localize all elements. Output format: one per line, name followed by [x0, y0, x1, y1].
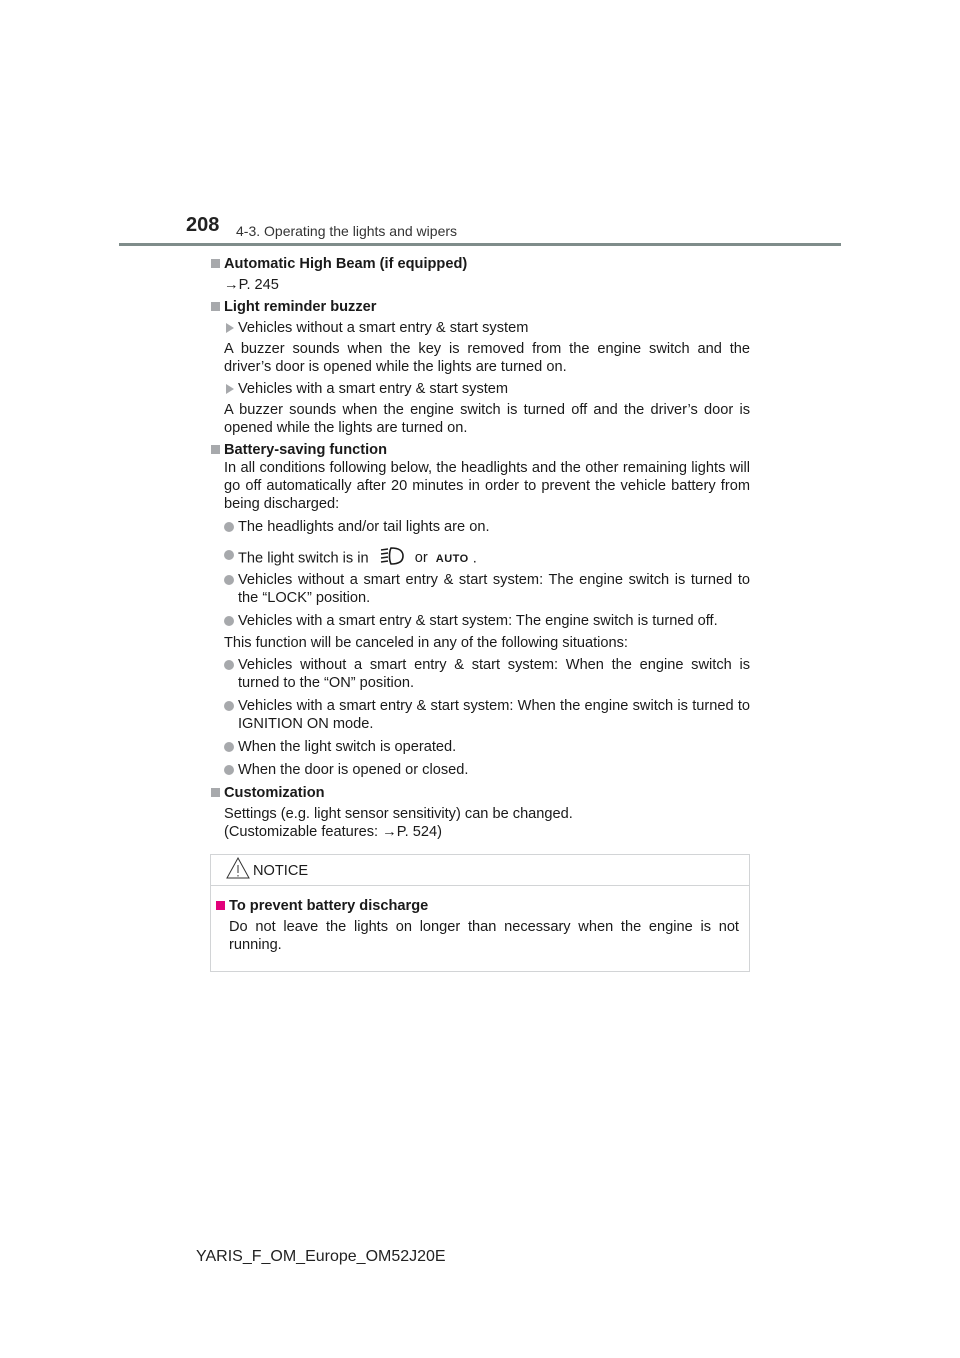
- round-bullet-icon: [224, 765, 234, 775]
- auto-icon: [436, 549, 469, 568]
- list-item-text: The light switch is in: [238, 550, 369, 567]
- triangle-bullet-icon: [226, 384, 234, 394]
- heading-customization: [210, 784, 750, 802]
- notice-body: [211, 886, 749, 954]
- heading-text: To prevent battery discharge: [229, 898, 429, 914]
- list-item-text: Vehicles without a smart entry & start system: When the engine switch is turned to the “ON” position.: [238, 657, 750, 691]
- list-item: [224, 571, 750, 607]
- list-item: [224, 518, 750, 536]
- list-item: [224, 656, 750, 692]
- square-bullet-icon: [211, 302, 220, 311]
- round-bullet-icon: [224, 660, 234, 670]
- round-bullet-icon: [224, 550, 234, 560]
- square-bullet-icon: [216, 901, 225, 910]
- list-item-text: Vehicles with a smart entry & start system: The engine switch is turned off.: [238, 613, 718, 629]
- list-item-text: Vehicles with a smart entry & start system: When the engine switch is turned to IGNITION ON mode.: [238, 698, 750, 732]
- round-bullet-icon: [224, 742, 234, 752]
- heading-auto-high-beam: [210, 255, 750, 273]
- triangle-bullet-icon: [226, 323, 234, 333]
- list-item: [224, 612, 750, 630]
- heading-text: Battery-saving function: [224, 442, 387, 458]
- list-item-text: Vehicles without a smart entry & start system: The engine switch is turned to the “LOCK” position.: [238, 572, 750, 606]
- customization-reference-link[interactable]: (Customizable features: →P. 524): [224, 824, 442, 840]
- subheading-without-smart-entry: [224, 319, 750, 337]
- list-item: [224, 761, 750, 779]
- main-content: [210, 255, 750, 841]
- headlight-icon: [379, 546, 405, 571]
- page-header: [0, 0, 960, 250]
- list-item-text: When the light switch is operated.: [238, 739, 457, 755]
- notice-text: Do not leave the lights on longer than necessary when the engine is not running.: [229, 919, 739, 953]
- round-bullet-icon: [224, 575, 234, 585]
- round-bullet-icon: [224, 701, 234, 711]
- list-item: [224, 697, 750, 733]
- heading-text: Light reminder buzzer: [224, 299, 377, 315]
- list-item-text: The headlights and/or tail lights are on.: [238, 519, 490, 535]
- square-bullet-icon: [211, 259, 220, 268]
- page-number: 208: [186, 214, 220, 236]
- square-bullet-icon: [211, 445, 220, 454]
- notice-heading: [215, 897, 739, 915]
- list-item: [224, 738, 750, 756]
- notice-box: [210, 854, 750, 972]
- paragraph: This function will be canceled in any of the following situations:: [224, 635, 628, 651]
- paragraph: In all conditions following below, the headlights and the other remaining lights will go off automatically after 20 minutes in order to prevent the vehicle battery from being discharged:: [224, 460, 750, 512]
- header-divider: [119, 243, 841, 246]
- list-item-light-switch: [224, 546, 750, 566]
- paragraph: Settings (e.g. light sensor sensitivity) can be changed.: [224, 806, 573, 822]
- notice-label: NOTICE: [253, 863, 309, 879]
- paragraph: A buzzer sounds when the engine switch is turned off and the driver’s door is opened while the lights are turned on.: [224, 402, 750, 436]
- heading-battery-saving: [210, 441, 750, 459]
- subheading-text: Vehicles without a smart entry & start system: [238, 320, 529, 336]
- list-item-text: When the door is opened or closed.: [238, 762, 469, 778]
- list-item-text: or: [414, 550, 428, 567]
- round-bullet-icon: [224, 616, 234, 626]
- list-item-text: .: [472, 550, 477, 567]
- section-title: 4-3. Operating the lights and wipers: [236, 223, 458, 239]
- page-reference-link[interactable]: →P. 245: [224, 277, 279, 293]
- heading-text: Automatic High Beam (if equipped): [224, 256, 468, 272]
- paragraph: A buzzer sounds when the key is removed from the engine switch and the driver’s door is opened while the lights are turned on.: [224, 341, 750, 375]
- heading-light-reminder: [210, 298, 750, 316]
- notice-header: [211, 855, 749, 886]
- subheading-text: Vehicles with a smart entry & start system: [238, 381, 509, 397]
- square-bullet-icon: [211, 788, 220, 797]
- subheading-with-smart-entry: [224, 380, 750, 398]
- warning-triangle-icon: [226, 856, 250, 885]
- document-id: YARIS_F_OM_Europe_OM52J20E: [196, 1248, 446, 1265]
- heading-text: Customization: [224, 785, 325, 801]
- auto-icon-label: AUTO: [435, 553, 469, 565]
- round-bullet-icon: [224, 522, 234, 532]
